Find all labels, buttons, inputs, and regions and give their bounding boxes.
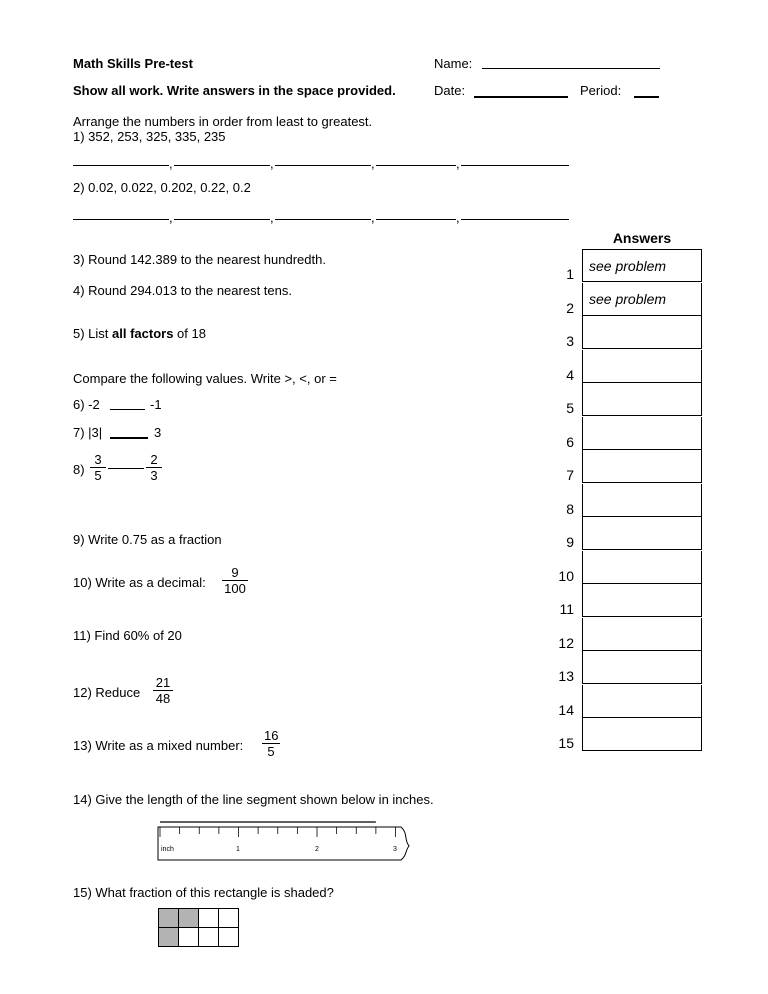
date-label: Date: xyxy=(434,83,466,98)
answer-box[interactable] xyxy=(582,551,702,584)
question-7-rhs: 3 xyxy=(154,425,162,440)
answer-number: 1 xyxy=(566,266,574,282)
question-14: 14) Give the length of the line segment shown below in inches. xyxy=(73,792,434,807)
q2-blank-1[interactable] xyxy=(73,219,169,220)
q13-fraction: $\frac{16}{5}$ xyxy=(264,728,279,759)
answer-box[interactable] xyxy=(582,718,702,751)
answer-box[interactable] xyxy=(582,517,702,550)
ruler-image xyxy=(157,820,413,864)
question-6-rhs: -1 xyxy=(150,397,162,412)
question-8-blank[interactable] xyxy=(108,468,144,469)
answer-box[interactable] xyxy=(582,584,702,617)
answer-box[interactable] xyxy=(582,618,702,651)
question-13: 13) Write as a mixed number: xyxy=(73,738,244,753)
grid-cell xyxy=(199,928,219,947)
q12-fraction: $\frac{21}{48}$ xyxy=(153,675,173,707)
answer-text: see problem xyxy=(589,258,667,274)
q2-blank-3[interactable] xyxy=(275,219,371,220)
period-field[interactable] xyxy=(634,96,659,98)
instructions: Show all work. Write answers in the space provided. xyxy=(73,83,396,98)
ruler-tick-label: 2 xyxy=(315,846,319,853)
answer-number: 6 xyxy=(566,433,574,450)
answer-number: 5 xyxy=(566,400,574,416)
answer-number: 13 xyxy=(558,668,574,684)
answer-box[interactable] xyxy=(582,316,702,349)
q10-fraction: $\frac{9}{100}$ xyxy=(222,565,248,597)
q8-fraction-a: $\frac{3}{5}$ xyxy=(90,452,106,484)
answer-number: 12 xyxy=(558,634,574,651)
question-2: 2) 0.02, 0.022, 0.202, 0.22, 0.2 xyxy=(73,180,251,195)
grid-cell xyxy=(159,928,179,947)
compare-instructions: Compare the following values. Write >, <, or = xyxy=(73,371,337,386)
answer-number: 4 xyxy=(566,366,574,383)
ruler-tick-label: 3 xyxy=(393,846,397,853)
ruler-unit-label: inch xyxy=(161,846,174,853)
question-9: 9) Write 0.75 as a fraction xyxy=(73,532,222,547)
answer-number: 2 xyxy=(566,299,574,316)
answer-box[interactable] xyxy=(582,249,702,282)
answer-box[interactable] xyxy=(582,484,702,517)
grid-cell xyxy=(179,928,199,947)
grid-cell xyxy=(199,909,219,928)
q1-blank-1[interactable] xyxy=(73,165,169,166)
grid-cell xyxy=(219,928,239,947)
question-8-label: 8) xyxy=(73,462,85,477)
q1-blank-5[interactable] xyxy=(461,165,569,166)
q1-blank-2[interactable] xyxy=(174,165,270,166)
answer-box[interactable] xyxy=(582,350,702,383)
answer-box[interactable] xyxy=(582,651,702,684)
period-label: Period: xyxy=(580,83,622,98)
answer-number: 9 xyxy=(566,534,574,550)
ordering-instructions: Arrange the numbers in order from least to greatest. xyxy=(73,114,373,129)
q2-blank-5[interactable] xyxy=(461,219,569,220)
answer-number: 3 xyxy=(566,333,574,349)
question-11: 11) Find 60% of 20 xyxy=(73,628,182,643)
name-label: Name: xyxy=(434,56,473,71)
answer-number: 14 xyxy=(558,701,574,718)
q1-blank-3[interactable] xyxy=(275,165,371,166)
answer-box[interactable] xyxy=(582,450,702,483)
answer-box[interactable] xyxy=(582,283,702,316)
question-6-blank[interactable] xyxy=(110,409,145,410)
ruler-tick-label: 1 xyxy=(236,846,240,853)
q2-blank-4[interactable] xyxy=(376,219,456,220)
question-1: 1) 352, 253, 325, 335, 235 xyxy=(73,129,226,144)
answer-number: 7 xyxy=(566,467,574,483)
answer-box[interactable] xyxy=(582,685,702,718)
answer-number: 8 xyxy=(566,500,574,517)
question-10: 10) Write as a decimal: xyxy=(73,575,206,590)
q8-fraction-b: $\frac{2}{3}$ xyxy=(146,452,162,484)
answer-box[interactable] xyxy=(582,383,702,416)
date-field[interactable] xyxy=(474,96,568,98)
answers-heading: Answers xyxy=(612,230,672,246)
question-5: 5) List all factors of 18 xyxy=(73,326,206,341)
q2-blank-2[interactable] xyxy=(174,219,270,220)
shaded-rectangle xyxy=(158,908,239,947)
question-15: 15) What fraction of this rectangle is shaded? xyxy=(73,885,334,900)
answer-box[interactable] xyxy=(582,417,702,450)
answer-number: 11 xyxy=(559,601,574,617)
answer-number: 10 xyxy=(558,567,574,584)
question-7-blank[interactable] xyxy=(110,437,148,439)
grid-cell xyxy=(179,909,199,928)
page-title: Math Skills Pre-test xyxy=(73,56,193,71)
grid-cell xyxy=(159,909,179,928)
q1-blank-4[interactable] xyxy=(376,165,456,166)
question-6-label: 6) -2 xyxy=(73,397,100,412)
answer-number: 15 xyxy=(558,735,574,751)
question-3: 3) Round 142.389 to the nearest hundredth. xyxy=(73,252,326,267)
question-7-label: 7) |3| xyxy=(73,425,103,440)
grid-cell xyxy=(219,909,239,928)
question-4: 4) Round 294.013 to the nearest tens. xyxy=(73,283,292,298)
answer-text: see problem xyxy=(589,290,667,307)
question-12: 12) Reduce xyxy=(73,685,141,700)
name-field[interactable] xyxy=(482,68,660,69)
